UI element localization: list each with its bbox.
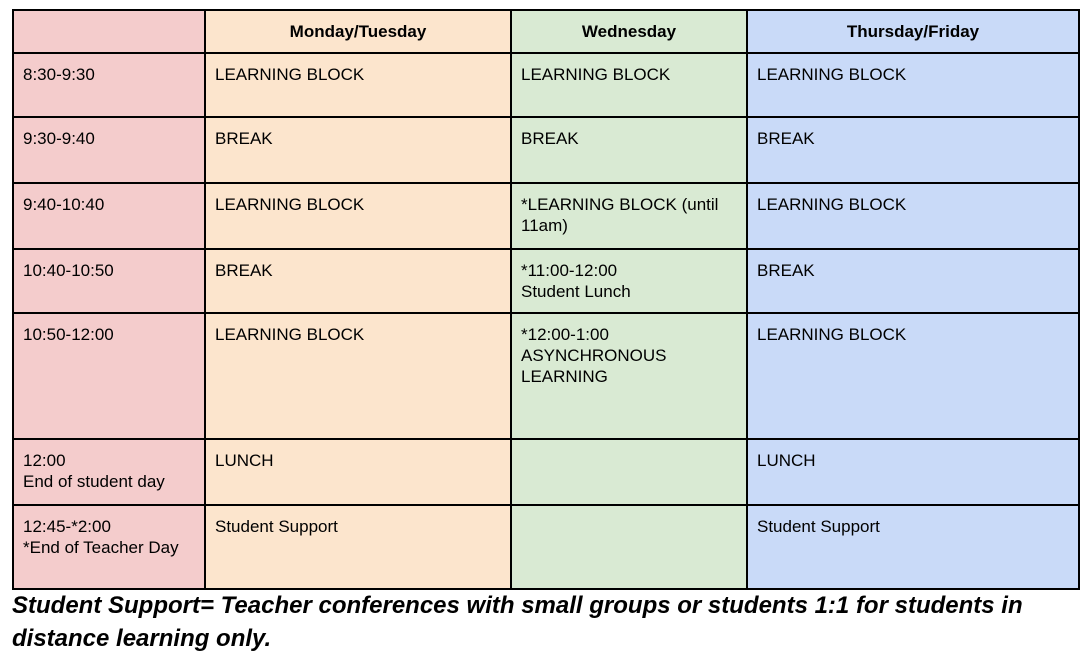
time-text: 8:30-9:30 <box>23 65 95 84</box>
wednesday-text: LEARNING BLOCK <box>521 65 671 84</box>
thursday-friday-text: BREAK <box>757 261 815 280</box>
thursday-friday-text: Student Support <box>757 517 880 536</box>
time-cell <box>13 505 205 589</box>
wednesday-text: *LEARNING BLOCK (until 11am) <box>521 195 719 235</box>
monday-tuesday-cell <box>205 439 511 505</box>
header-corner <box>13 10 205 53</box>
wednesday-text <box>512 506 746 516</box>
wednesday-text: BREAK <box>521 129 579 148</box>
header-wednesday: Wednesday <box>511 10 747 53</box>
thursday-friday-text: BREAK <box>757 129 815 148</box>
time-cell <box>13 439 205 505</box>
monday-tuesday-text: LEARNING BLOCK <box>215 325 365 344</box>
monday-tuesday-cell <box>205 313 511 439</box>
wednesday-text: *11:00-12:00 Student Lunch <box>521 261 631 301</box>
table-row <box>13 249 1079 313</box>
time-text: 9:30-9:40 <box>23 129 95 148</box>
time-text: 10:40-10:50 <box>23 261 114 280</box>
thursday-friday-cell <box>747 249 1079 313</box>
table-row <box>13 505 1079 589</box>
thursday-friday-cell <box>747 183 1079 249</box>
monday-tuesday-text: LEARNING BLOCK <box>215 195 365 214</box>
time-cell <box>13 53 205 117</box>
table-row <box>13 117 1079 183</box>
time-text: 12:45-*2:00 *End of Teacher Day <box>23 517 179 557</box>
thursday-friday-text: LEARNING BLOCK <box>757 65 907 84</box>
wednesday-text: *12:00-1:00 ASYNCHRONOUS LEARNING <box>521 325 667 386</box>
time-cell <box>13 313 205 439</box>
monday-tuesday-cell <box>205 249 511 313</box>
wednesday-cell <box>511 505 747 589</box>
monday-tuesday-cell <box>205 53 511 117</box>
monday-tuesday-text: LUNCH <box>215 451 274 470</box>
table-row <box>13 439 1079 505</box>
thursday-friday-cell <box>747 117 1079 183</box>
wednesday-text <box>512 440 746 450</box>
header-thursday-friday: Thursday/Friday <box>747 10 1079 53</box>
time-text: 10:50-12:00 <box>23 325 114 344</box>
monday-tuesday-cell <box>205 505 511 589</box>
wednesday-cell <box>511 313 747 439</box>
table-row <box>13 183 1079 249</box>
time-text: 12:00 End of student day <box>23 451 165 491</box>
thursday-friday-cell <box>747 53 1079 117</box>
thursday-friday-text: LUNCH <box>757 451 816 470</box>
thursday-friday-cell <box>747 439 1079 505</box>
schedule-table <box>12 9 1080 590</box>
monday-tuesday-cell <box>205 117 511 183</box>
wednesday-cell <box>511 249 747 313</box>
wednesday-cell <box>511 117 747 183</box>
time-cell <box>13 249 205 313</box>
time-cell <box>13 183 205 249</box>
time-text: 9:40-10:40 <box>23 195 105 214</box>
header-monday-tuesday: Monday/Tuesday <box>205 10 511 53</box>
table-row <box>13 53 1079 117</box>
footnote: Student Support= Teacher conferences with small groups or students 1:1 for students in distance learning only. <box>12 592 1023 652</box>
monday-tuesday-text: BREAK <box>215 129 273 148</box>
monday-tuesday-text: Student Support <box>215 517 338 536</box>
thursday-friday-text: LEARNING BLOCK <box>757 195 907 214</box>
thursday-friday-text: LEARNING BLOCK <box>757 325 907 344</box>
wednesday-cell <box>511 183 747 249</box>
thursday-friday-cell <box>747 505 1079 589</box>
wednesday-cell <box>511 439 747 505</box>
monday-tuesday-text: BREAK <box>215 261 273 280</box>
table-row <box>13 313 1079 439</box>
monday-tuesday-text: LEARNING BLOCK <box>215 65 365 84</box>
time-cell <box>13 117 205 183</box>
header-row <box>13 10 1079 53</box>
thursday-friday-cell <box>747 313 1079 439</box>
wednesday-cell <box>511 53 747 117</box>
monday-tuesday-cell <box>205 183 511 249</box>
